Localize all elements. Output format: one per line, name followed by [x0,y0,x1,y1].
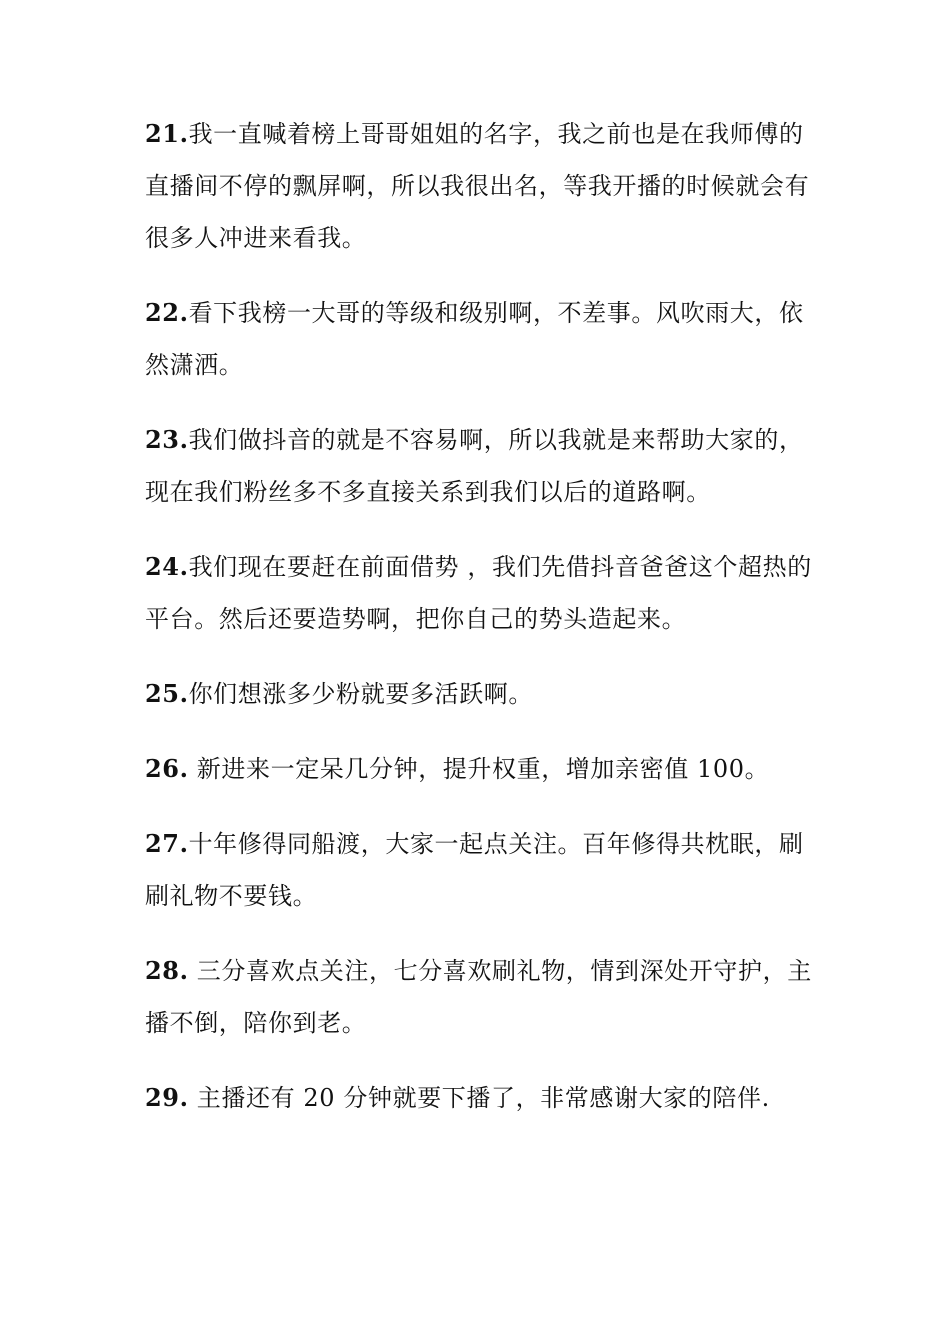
item-text: 主播还有 20 分钟就要下播了，非常感谢大家的陪伴. [188,1084,770,1112]
paragraph-24 [145,541,815,645]
paragraph-27 [145,818,815,922]
item-number: 23. [145,425,189,454]
item-number: 27. [145,829,189,858]
item-text: 新进来一定呆几分钟，提升权重，增加亲密值 100。 [188,755,770,783]
paragraph-21 [145,108,815,264]
item-text: 十年修得同船渡，大家一起点关注。百年修得共枕眠，刷刷礼物不要钱。 [145,830,804,910]
paragraph-29 [145,1072,815,1124]
item-text: 你们想涨多少粉就要多活跃啊。 [188,680,533,708]
paragraph-23 [145,414,815,518]
item-text: 我一直喊着榜上哥哥姐姐的名字，我之前也是在我师傅的直播间不停的飘屏啊，所以我很出名，等我开播的时候就会有很多人冲进来看我。 [145,120,810,252]
item-number: 26. [145,754,189,783]
paragraph-26 [145,743,815,795]
item-number: 25. [145,679,189,708]
paragraph-22 [145,287,815,391]
paragraph-28 [145,945,815,1049]
item-number: 21. [145,119,189,148]
item-text: 我们现在要赶在前面借势 ，我们先借抖音爸爸这个超热的平台。然后还要造势啊，把你自己的势头造起来。 [145,553,812,633]
item-text: 三分喜欢点关注，七分喜欢刷礼物，情到深处开守护，主播不倒，陪你到老。 [145,957,812,1037]
item-number: 22. [145,298,189,327]
item-number: 29. [145,1083,189,1112]
item-number: 28. [145,956,189,985]
item-number: 24. [145,552,189,581]
document-body [145,108,815,1147]
item-text: 看下我榜一大哥的等级和级别啊，不差事。风吹雨大，依然潇洒。 [145,299,804,379]
paragraph-25 [145,668,815,720]
item-text: 我们做抖音的就是不容易啊，所以我就是来帮助大家的，现在我们粉丝多不多直接关系到我们以后的道路啊。 [145,426,804,506]
